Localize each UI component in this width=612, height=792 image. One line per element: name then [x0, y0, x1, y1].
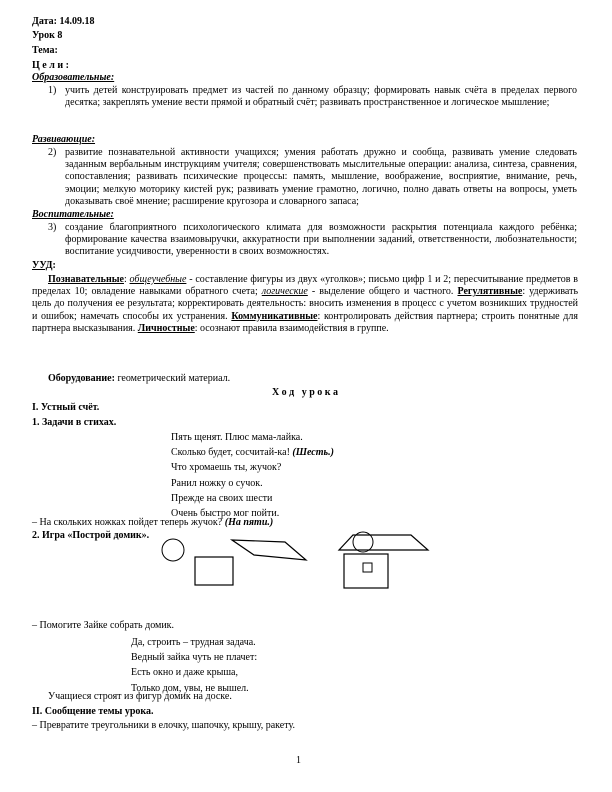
- question-line: [32, 517, 273, 529]
- uud-paragraph: Познавательные: общеучебные - составление фигуры из двух «уголков»; письмо цифр 1 и 2; пересчитывание предметов в пределах 10; овладение навыками обратного счета; логические - выделение общего и частного. Регулятивные: удерживать цель до получения ее результата; корректировать деятельность: вносить изменения в процесс с учетом возникших трудностей и ошибок; намечать способы их устранения. Коммуникативные: контролировать действия партнера; строить понятные для партнера высказывания. Личностные: осознают правила взаимодействия в группе.: [32, 274, 579, 334]
- uud-colon: :: [52, 260, 56, 271]
- section1-title: I. Устный счёт.: [32, 402, 100, 413]
- regulatory-label: Регулятивные: [457, 286, 523, 298]
- page-number: 1: [296, 755, 301, 766]
- communicative-label: Коммуникативные: [231, 310, 318, 322]
- task2-title: 2. Игра «Построй домик».: [32, 530, 150, 541]
- poem1-answer: (Шесть.): [292, 447, 334, 459]
- date-line: Дата: 14.09.18: [32, 16, 95, 27]
- cognitive-label: Познавательные: [48, 274, 124, 285]
- upbringing-text: создание благоприятного психологического климата для возможности раскрытия потенциала каждого ребёнка; формирование качества взаимовыручки, аккуратности при выполнении заданий, ответственности, любознательности; воспитание усидчивости, уверенности в своих возможностях.: [65, 222, 577, 258]
- regulatory-text: : удерживать цель до получения ее результата; корректировать деятельность: вносить изменения в процесс с учетом возникших трудностей и ошибок; намечать способы их устранения.: [32, 286, 579, 322]
- upbringing-title: Воспитательные:: [32, 209, 114, 220]
- wall-square-left: [195, 557, 233, 585]
- educational-number: 1): [48, 85, 57, 96]
- poem-1: [171, 430, 334, 521]
- developing-number: 2): [48, 147, 57, 158]
- goals-label: Ц е л и :: [32, 60, 69, 71]
- poem1-line-3: Что хромаешь ты, жучок?: [171, 462, 282, 474]
- poem1-line-6: Очень быстро мог пойти.: [171, 508, 280, 520]
- poem-2: [131, 635, 257, 696]
- task1-title: 1. Задачи в стихах.: [32, 417, 117, 428]
- personal-text: : осознают правила взаимодействия в группе.: [194, 322, 389, 334]
- logical-label: логические: [261, 286, 308, 298]
- uud-heading: [32, 260, 56, 272]
- topic-label: Тема:: [32, 45, 58, 56]
- lesson-number: Урок 8: [32, 30, 63, 41]
- roof-trapezoid: [339, 535, 428, 550]
- developing-text: развитие познавательной активности учащихся; умения работать дружно и сообща, развивать умение следовать заданным вербальным инструкциям учителя; совершенствовать мыслительные операции: анализа, синтеза, сравнения, сопоставления; развивать психические процессы: память, мышление, воображение, восприятие, внимание, речь, эмоции; мелкую моторику кистей рук; развивать умение грамотно, логично, полно давать ответы на вопросы, уметь доказывать своё мнение; расширение кругозора и словарного запаса;: [65, 147, 577, 207]
- poem1-line-1: Пять щенят. Плюс мама-лайка.: [171, 432, 303, 443]
- equipment-text: геометрический материал.: [114, 373, 231, 384]
- closing-line: Учащиеся строят из фигур домик на доске.: [48, 691, 232, 702]
- poem2-line-3: Есть окно и даже крыша,: [131, 667, 238, 679]
- cognitive-text-2: - выделение общего и частного.: [307, 286, 454, 298]
- poem1-line-4: Ранил ножку о сучок.: [171, 477, 263, 489]
- educational-text: учить детей конструировать предмет из частей по данному образцу; формировать навык счёта в пределах первого десятка; закреплять умение вести прямой и обратный счёт; развивать пространственное и логическое мышление;: [65, 85, 577, 109]
- equipment-label: Оборудование:: [48, 373, 115, 384]
- window-circle-left: [162, 539, 184, 561]
- upbringing-number: 3): [48, 222, 57, 233]
- poem1-line-2: Сколько будет, сосчитай-ка! (Шесть.): [171, 447, 334, 459]
- communicative-text: : контролировать действия партнера; строить понятные для партнера высказывания.: [32, 310, 578, 334]
- section2-text: – Превратите треугольники в елочку, шапочку, крышу, ракету.: [32, 720, 295, 731]
- personal-label: Личностные: [137, 322, 195, 334]
- poem1-line-5: Прежде на своих шести: [171, 492, 273, 504]
- educational-title: Образовательные:: [32, 72, 115, 83]
- poem2-line-2: Ведный зайка чуть не плачет:: [131, 652, 258, 664]
- roof-parallelogram: [232, 540, 306, 560]
- poem2-line-1: Да, строить – трудная задача.: [131, 637, 256, 648]
- prompt-line: – Помогите Зайке собрать домик.: [32, 620, 175, 631]
- general-label: общеучебные: [129, 274, 187, 285]
- house-pieces-drawing: [130, 530, 430, 590]
- cognitive-text-1: - составление фигуры из двух «уголков»; письмо цифр 1 и 2; пересчитывание предметов в пределах 10; овладение навыками обратного счета;: [32, 274, 578, 298]
- wall-square-right: [344, 554, 388, 588]
- poem2-line-4: Только дом, увы, не вышел.: [131, 682, 249, 694]
- uud-label: УУД: [32, 260, 53, 271]
- question-answer: (На пяти.): [224, 517, 274, 528]
- window-square-right: [363, 563, 372, 572]
- section2-title: II. Сообщение темы урока.: [32, 706, 154, 717]
- lesson-title: Х о д у р о к а: [271, 387, 339, 398]
- developing-title: Развивающие:: [32, 134, 96, 145]
- equipment-line: [48, 373, 230, 385]
- question-text: – На скольких ножках пойдет теперь жучок?: [32, 517, 225, 528]
